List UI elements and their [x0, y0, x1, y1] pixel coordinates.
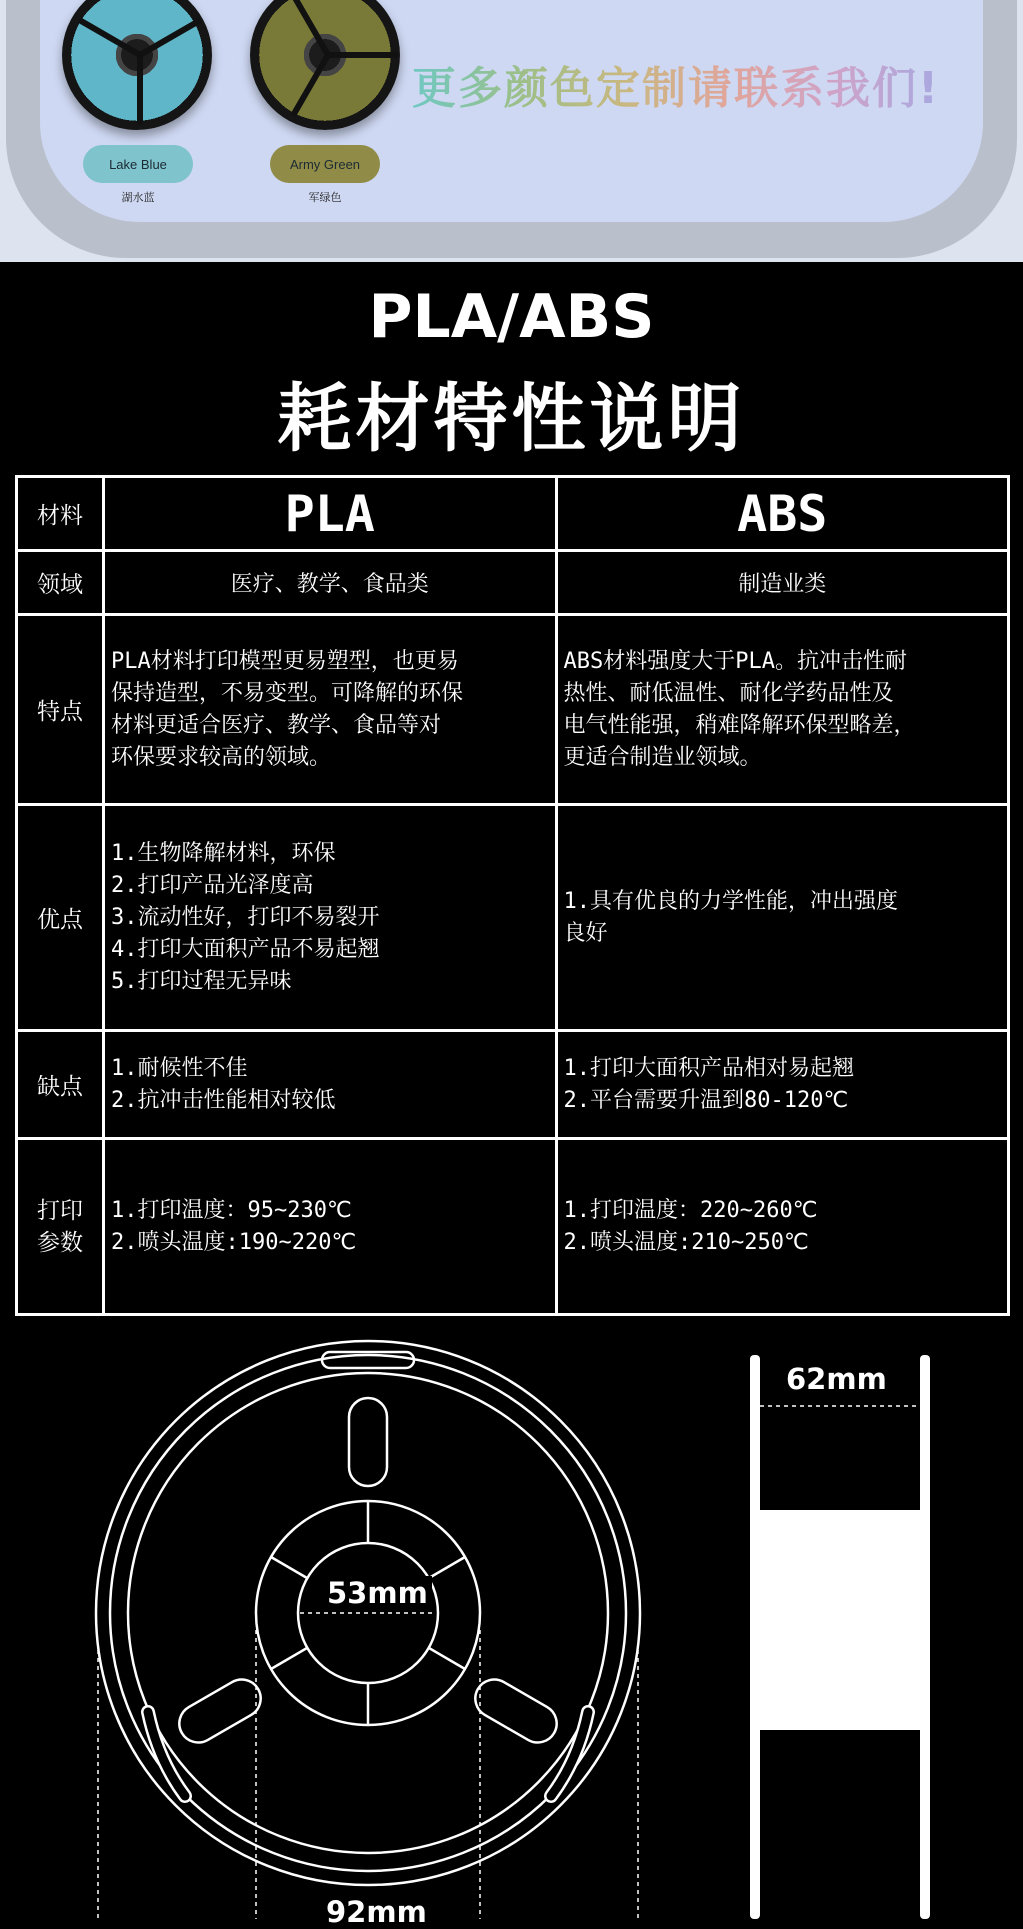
pla-param-item: 2.喷头温度:190~220℃: [111, 1229, 357, 1255]
pla-disadvantages-cell: [104, 1031, 557, 1139]
abs-disadvantages-cell: [556, 1031, 1009, 1139]
table-row-disadvantages: [17, 1031, 1009, 1139]
color-swatch-panel: [0, 0, 1023, 262]
spool-front-view-diagram: [0, 1330, 700, 1919]
row-label-field: 领域: [17, 551, 104, 615]
abs-advantage-item: 良好: [563, 920, 608, 946]
abs-disadvantage-item: 1.打印大面积产品相对易起翘: [563, 1055, 854, 1081]
pla-disadvantage-item: 2.抗冲击性能相对较低: [111, 1087, 336, 1113]
filament-core-band: [760, 1510, 920, 1730]
abs-field-cell: 制造业类: [556, 551, 1009, 615]
width-label: 62mm: [782, 1362, 891, 1396]
right-flange: [920, 1355, 930, 1919]
table-row-print-params: [17, 1139, 1009, 1315]
pla-features-line: 材料更适合医疗、教学、食品等对: [111, 712, 442, 738]
swatch-pill-lake-blue: Lake Blue: [83, 145, 193, 183]
swatch-cn-lake-blue: 湖水蓝: [121, 191, 155, 204]
pla-advantage-item: 5.打印过程无异味: [111, 968, 292, 994]
hub-diameter-label: 53mm: [323, 1576, 432, 1610]
material-comparison-table: [15, 475, 1010, 1316]
row-label-line: 参数: [37, 1229, 83, 1256]
pla-advantage-item: 1.生物降解材料，环保: [111, 840, 336, 866]
abs-print-params-cell: [556, 1139, 1009, 1315]
pla-advantage-item: 3.流动性好，打印不易裂开: [111, 904, 380, 930]
abs-features-line: ABS材料强度大于PLA。抗冲击性耐: [563, 648, 907, 674]
abs-features-line: 热性、耐低温性、耐化学药品性及: [563, 680, 894, 706]
abs-features-cell: [556, 615, 1009, 805]
row-label-advantages: 优点: [17, 805, 104, 1031]
table-row-field: [17, 551, 1009, 615]
swatch-pill-army-green: Army Green: [270, 145, 380, 183]
pla-param-item: 1.打印温度：95~230℃: [111, 1197, 352, 1223]
pla-features-cell: [104, 615, 557, 805]
right-slot: [468, 1673, 563, 1750]
inner-diameter-label: 92mm: [322, 1895, 431, 1929]
pla-disadvantage-item: 1.耐候性不佳: [111, 1055, 248, 1081]
pla-features-line: 环保要求较高的领域。: [111, 744, 332, 770]
abs-advantages-cell: [556, 805, 1009, 1031]
swatch-cn-army-green: 军绿色: [308, 191, 342, 204]
abs-features-line: 电气性能强，稍难降解环保型略差，: [563, 712, 916, 738]
abs-advantage-item: 1.具有优良的力学性能，冲出强度: [563, 888, 898, 914]
section-title-materials: PLA/ABS: [368, 282, 655, 352]
pla-print-params-cell: [104, 1139, 557, 1315]
row-label-features: 特点: [17, 615, 104, 805]
pla-features-line: PLA材料打印模型更易塑型，也更易: [111, 648, 459, 674]
pla-field-cell: 医疗、教学、食品类: [104, 551, 557, 615]
abs-features-line: 更适合制造业领域。: [563, 744, 762, 770]
column-header-abs: ABS: [556, 477, 1009, 551]
top-slot: [349, 1398, 387, 1486]
section-title-properties: 耗材特性说明: [277, 376, 746, 462]
abs-param-item: 1.打印温度：220~260℃: [563, 1197, 818, 1223]
custom-color-slogan: 更多颜色定制请联系我们!: [412, 52, 940, 116]
column-header-pla: PLA: [104, 477, 557, 551]
row-label-print-params: [17, 1139, 104, 1315]
row-label-material: 材料: [17, 477, 104, 551]
abs-param-item: 2.喷头温度:210~250℃: [563, 1229, 809, 1255]
table-row-features: [17, 615, 1009, 805]
spool-side-view-diagram: [740, 1350, 940, 1919]
row-label-disadvantages: 缺点: [17, 1031, 104, 1139]
pla-advantage-item: 2.打印产品光泽度高: [111, 872, 314, 898]
pla-features-line: 保持造型，不易变型。可降解的环保: [111, 680, 464, 706]
table-row-advantages: [17, 805, 1009, 1031]
left-flange: [750, 1355, 760, 1919]
pla-advantage-item: 4.打印大面积产品不易起翘: [111, 936, 380, 962]
row-label-line: 打印: [37, 1197, 83, 1224]
abs-disadvantage-item: 2.平台需要升温到80-120℃: [563, 1087, 849, 1113]
table-header-row: [17, 477, 1009, 551]
pla-advantages-cell: [104, 805, 557, 1031]
left-slot: [172, 1673, 267, 1750]
